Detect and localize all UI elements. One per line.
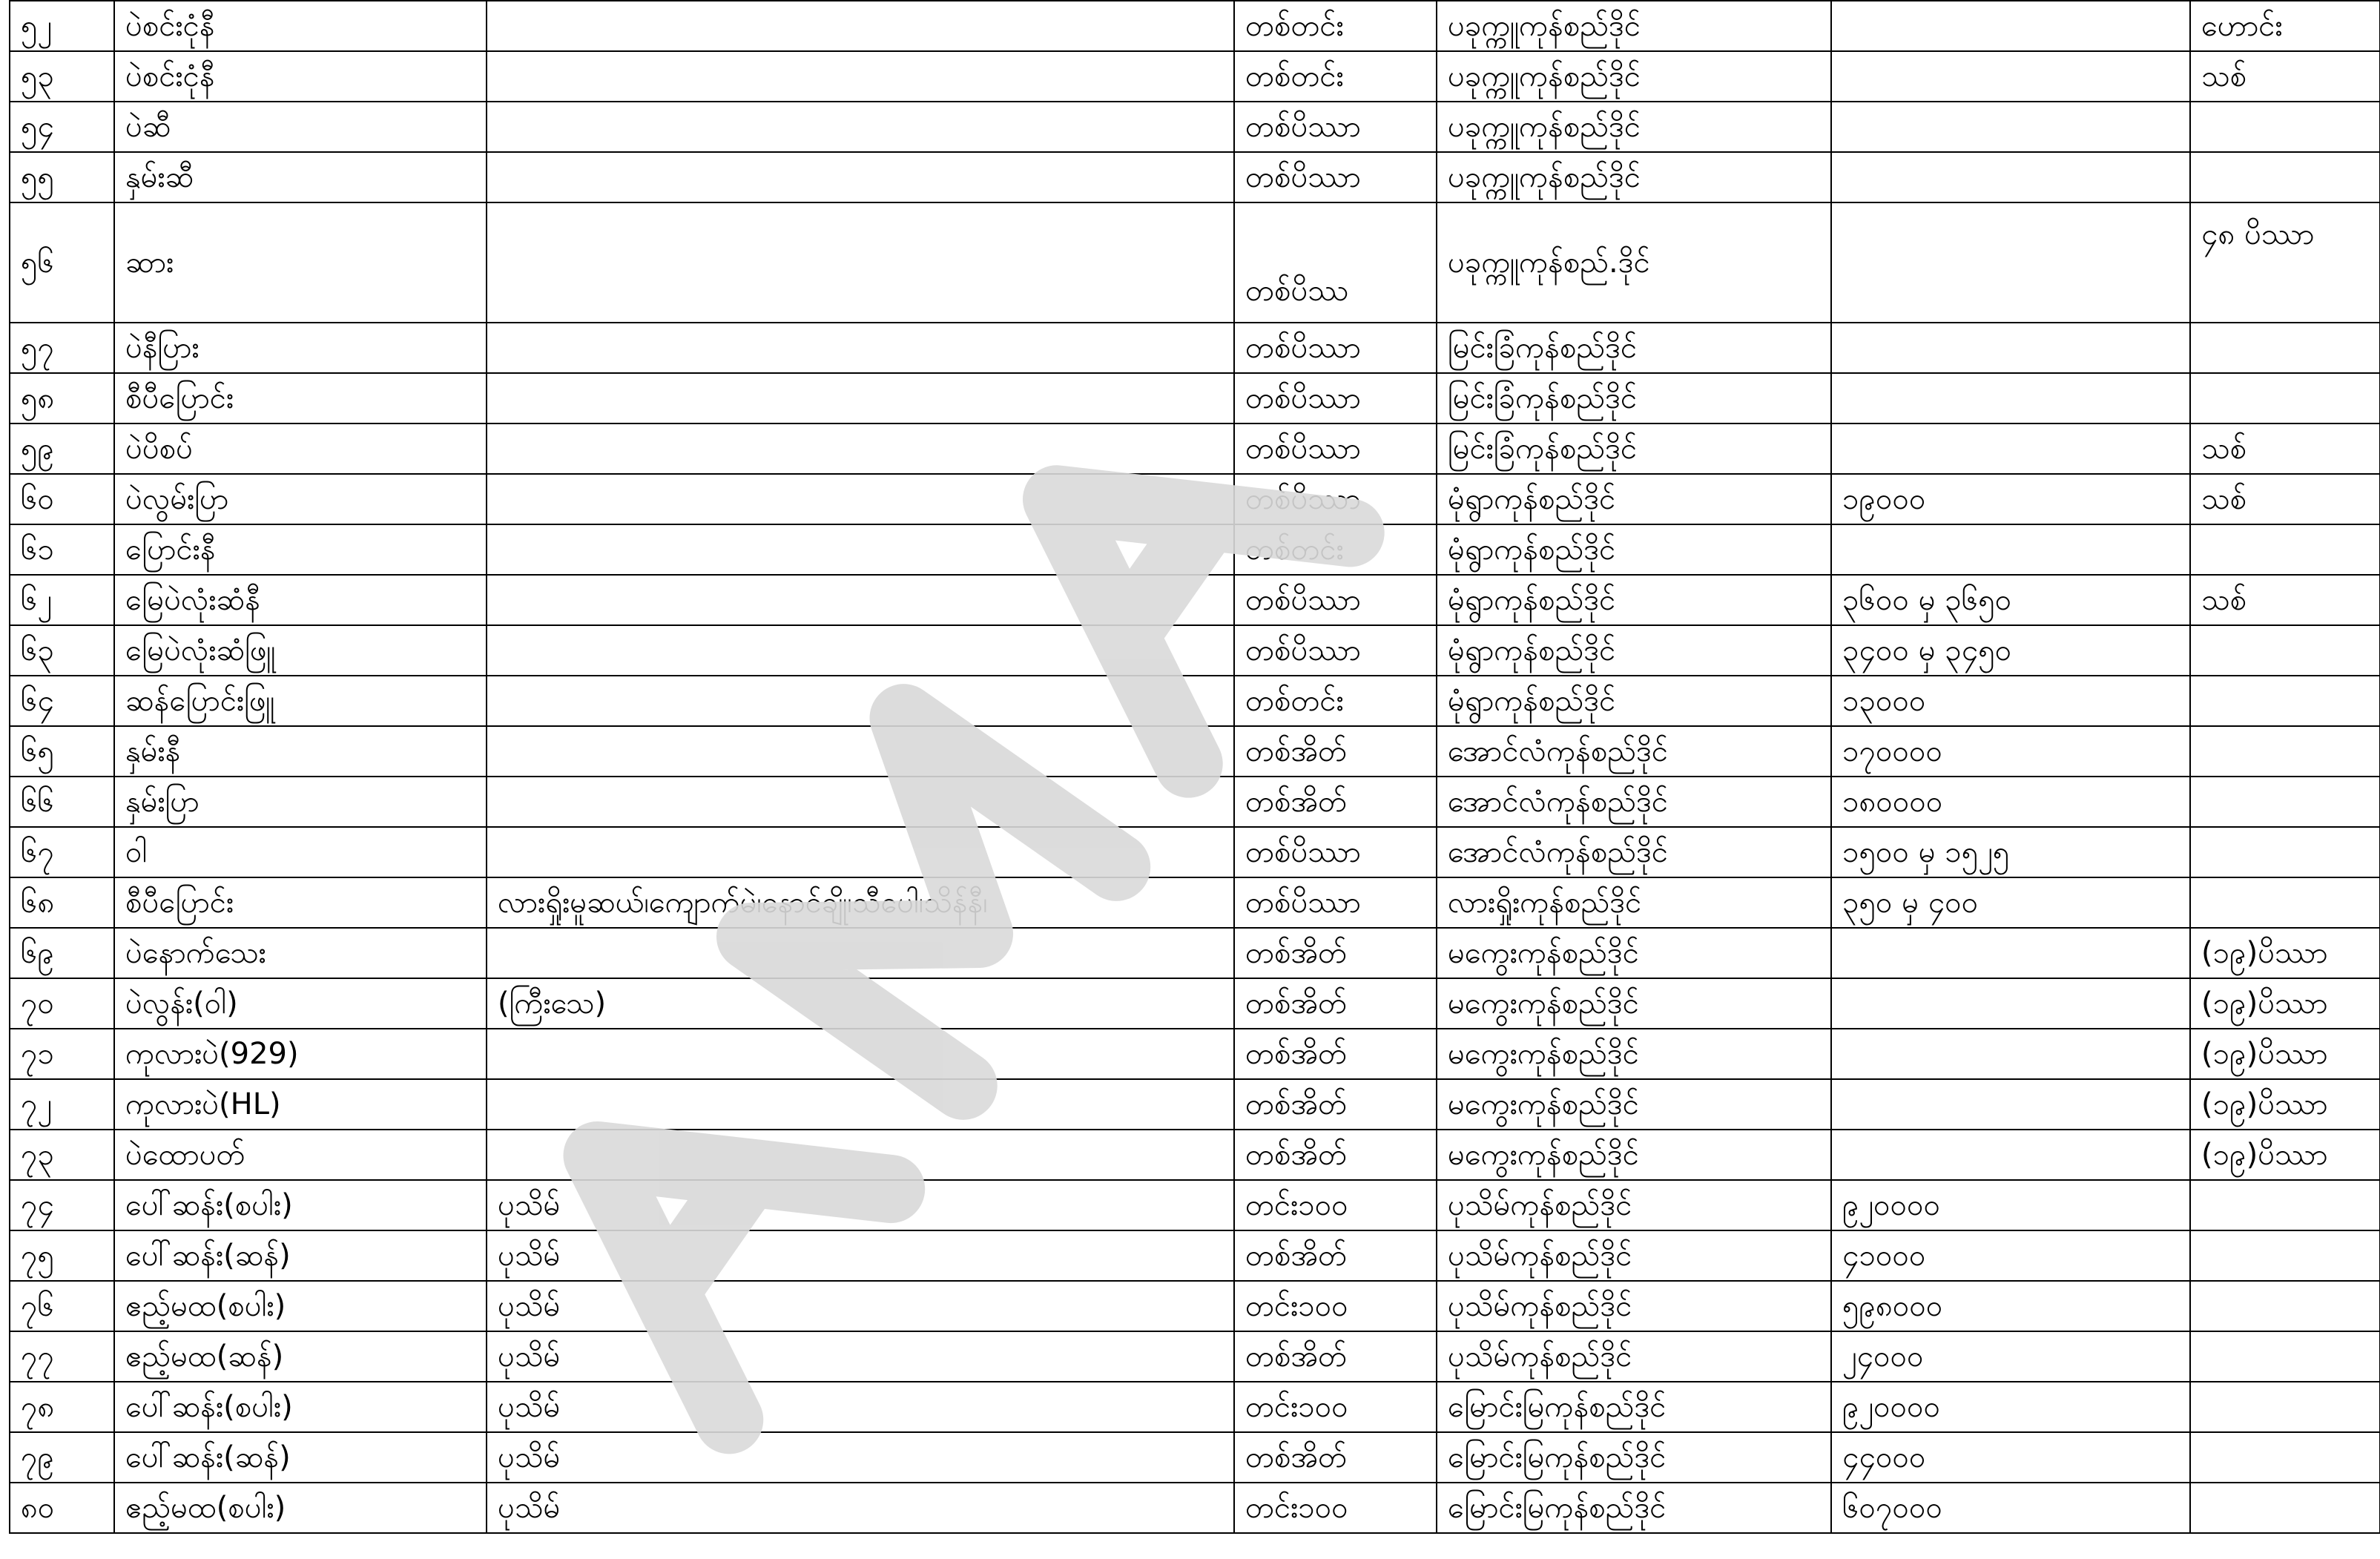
cell-market: မုံရွာကုန်စည်ဒိုင် xyxy=(1437,625,1831,676)
cell-price xyxy=(1831,1130,2190,1180)
cell-unit: တင်း၁၀၀ xyxy=(1234,1483,1437,1533)
cell-note xyxy=(2190,676,2380,726)
cell-market: ပခုက္ကူကုန်စည်ဒိုင် xyxy=(1437,152,1831,202)
cell-price xyxy=(1831,1,2190,51)
table-row xyxy=(10,1432,2380,1483)
cell-note xyxy=(2190,726,2380,777)
cell-note xyxy=(2190,1180,2380,1230)
cell-unit: တစ်ပိဿာ xyxy=(1234,625,1437,676)
cell-item: ပဲပိစပ် xyxy=(114,423,487,474)
cell-desc: ပုသိမ် xyxy=(487,1331,1234,1382)
cell-item: နှမ်းနီ xyxy=(114,726,487,777)
cell-no: ၆၃ xyxy=(10,625,114,676)
cell-unit: တစ်အိတ် xyxy=(1234,1432,1437,1483)
cell-no: ၆၈ xyxy=(10,877,114,928)
cell-note: သစ် xyxy=(2190,423,2380,474)
table-row xyxy=(10,978,2380,1029)
cell-market: အောင်လံကုန်စည်ဒိုင် xyxy=(1437,827,1831,877)
cell-price: ၄၁၀၀၀ xyxy=(1831,1230,2190,1281)
cell-no: ၅၄ xyxy=(10,102,114,152)
cell-note xyxy=(2190,1331,2380,1382)
cell-market: မကွေးကုန်စည်ဒိုင် xyxy=(1437,1029,1831,1079)
cell-item: နှမ်းဆီ xyxy=(114,152,487,202)
cell-item: ပဲလွမ်းပြာ xyxy=(114,474,487,524)
cell-price: ၁၅၀၀ မှ ၁၅၂၅ xyxy=(1831,827,2190,877)
cell-unit: တစ်ပိဿာ xyxy=(1234,575,1437,625)
cell-note: သစ် xyxy=(2190,51,2380,102)
cell-note xyxy=(2190,1483,2380,1533)
cell-unit: တစ်တင်း xyxy=(1234,1,1437,51)
cell-desc: လားရှိုးမူဆယ်၊ကျောက်မဲ၊နောင်ချို၊သီပေါ၊သိန်နီ၊ xyxy=(487,877,1234,928)
cell-price: ၁၇၀၀၀၀ xyxy=(1831,726,2190,777)
cell-desc xyxy=(487,152,1234,202)
table-row xyxy=(10,1331,2380,1382)
cell-price: ၁၈၀၀၀၀ xyxy=(1831,777,2190,827)
cell-item: ပြောင်းနီ xyxy=(114,524,487,575)
table-row xyxy=(10,373,2380,423)
cell-desc: ပုသိမ် xyxy=(487,1230,1234,1281)
table-row xyxy=(10,1230,2380,1281)
cell-item: ပဲဆီ xyxy=(114,102,487,152)
cell-desc xyxy=(487,777,1234,827)
cell-note xyxy=(2190,1432,2380,1483)
cell-market: မြောင်းမြကုန်စည်ဒိုင် xyxy=(1437,1483,1831,1533)
cell-market: ပခုက္ကူကုန်စည်.ဒိုင် xyxy=(1437,202,1831,323)
table-row xyxy=(10,1130,2380,1180)
cell-price xyxy=(1831,152,2190,202)
cell-market: မုံရွာကုန်စည်ဒိုင် xyxy=(1437,575,1831,625)
cell-price xyxy=(1831,1079,2190,1130)
cell-unit: တင်း၁၀၀ xyxy=(1234,1281,1437,1331)
cell-no: ၇၄ xyxy=(10,1180,114,1230)
cell-desc: ပုသိမ် xyxy=(487,1483,1234,1533)
cell-price: ၃၆၀၀ မှ ၃၆၅၀ xyxy=(1831,575,2190,625)
table-row xyxy=(10,1029,2380,1079)
cell-price: ၂၄၀၀၀ xyxy=(1831,1331,2190,1382)
cell-market: ပုသိမ်ကုန်စည်ဒိုင် xyxy=(1437,1180,1831,1230)
table-row xyxy=(10,1180,2380,1230)
cell-unit: တစ်အိတ် xyxy=(1234,726,1437,777)
cell-note: (၁၉)ပိဿာ xyxy=(2190,928,2380,978)
cell-note xyxy=(2190,152,2380,202)
cell-note xyxy=(2190,1281,2380,1331)
cell-desc: ပုသိမ် xyxy=(487,1432,1234,1483)
cell-market: ပုသိမ်ကုန်စည်ဒိုင် xyxy=(1437,1230,1831,1281)
cell-unit: တစ်အိတ် xyxy=(1234,1130,1437,1180)
cell-price xyxy=(1831,928,2190,978)
cell-price: ၄၄၀၀၀ xyxy=(1831,1432,2190,1483)
cell-item: ကုလားပဲ(929) xyxy=(114,1029,487,1079)
cell-no: ၅၆ xyxy=(10,202,114,323)
cell-desc xyxy=(487,524,1234,575)
cell-desc xyxy=(487,102,1234,152)
cell-no: ၇၇ xyxy=(10,1331,114,1382)
cell-no: ၅၅ xyxy=(10,152,114,202)
cell-no: ၅၇ xyxy=(10,323,114,373)
price-table xyxy=(9,0,2380,1534)
table-row xyxy=(10,827,2380,877)
cell-item: ပဲစင်းငုံနီ xyxy=(114,51,487,102)
cell-no: ၇၉ xyxy=(10,1432,114,1483)
cell-note xyxy=(2190,102,2380,152)
cell-price: ၉၂၀၀၀၀ xyxy=(1831,1180,2190,1230)
cell-price: ၁၃၀၀၀ xyxy=(1831,676,2190,726)
table-row xyxy=(10,51,2380,102)
cell-market: မုံရွာကုန်စည်ဒိုင် xyxy=(1437,676,1831,726)
cell-unit: တစ်အိတ် xyxy=(1234,777,1437,827)
cell-no: ၇၅ xyxy=(10,1230,114,1281)
cell-note: (၁၉)ပိဿာ xyxy=(2190,978,2380,1029)
cell-unit: တစ်အိတ် xyxy=(1234,1029,1437,1079)
cell-no: ၇၁ xyxy=(10,1029,114,1079)
cell-item: ဆန်ပြောင်းဖြူ xyxy=(114,676,487,726)
cell-desc xyxy=(487,1079,1234,1130)
table-row xyxy=(10,1382,2380,1432)
cell-item: ပဲနောက်သေး xyxy=(114,928,487,978)
cell-desc: ပုသိမ် xyxy=(487,1180,1234,1230)
cell-item: ပေါ်ဆန်း(စပါး) xyxy=(114,1180,487,1230)
cell-item: ပေါ်ဆန်း(ဆန်) xyxy=(114,1230,487,1281)
cell-item: ပဲထောပတ် xyxy=(114,1130,487,1180)
cell-price xyxy=(1831,323,2190,373)
cell-unit: တစ်ပိဿာ xyxy=(1234,152,1437,202)
cell-no: ၇၆ xyxy=(10,1281,114,1331)
cell-desc xyxy=(487,202,1234,323)
cell-unit: တစ်ပိဿာ xyxy=(1234,373,1437,423)
table-row xyxy=(10,575,2380,625)
cell-note xyxy=(2190,625,2380,676)
cell-price xyxy=(1831,202,2190,323)
cell-desc xyxy=(487,51,1234,102)
cell-unit: တင်း၁၀၀ xyxy=(1234,1382,1437,1432)
table-body xyxy=(10,1,2380,1533)
cell-unit: တစ်အိတ် xyxy=(1234,978,1437,1029)
cell-market: လားရှိုးကုန်စည်ဒိုင် xyxy=(1437,877,1831,928)
cell-unit: တင်း၁၀၀ xyxy=(1234,1180,1437,1230)
cell-unit: တစ်ပိဿာ xyxy=(1234,102,1437,152)
cell-price xyxy=(1831,423,2190,474)
cell-item: ဧည့်မထ(စပါး) xyxy=(114,1281,487,1331)
cell-item: ပေါ်ဆန်း(စပါး) xyxy=(114,1382,487,1432)
cell-no: ၆၆ xyxy=(10,777,114,827)
table-row xyxy=(10,1,2380,51)
cell-item: ဆား xyxy=(114,202,487,323)
cell-market: ပုသိမ်ကုန်စည်ဒိုင် xyxy=(1437,1331,1831,1382)
cell-desc xyxy=(487,474,1234,524)
cell-no: ၅၂ xyxy=(10,1,114,51)
cell-market: မြင်းခြံကုန်စည်ဒိုင် xyxy=(1437,373,1831,423)
cell-item: မြေပဲလုံးဆံဖြူ xyxy=(114,625,487,676)
cell-note xyxy=(2190,524,2380,575)
cell-note xyxy=(2190,1382,2380,1432)
cell-note: ဟောင်း xyxy=(2190,1,2380,51)
cell-note xyxy=(2190,777,2380,827)
cell-item: ကုလားပဲ(HL) xyxy=(114,1079,487,1130)
cell-no: ၅၃ xyxy=(10,51,114,102)
cell-desc xyxy=(487,1029,1234,1079)
cell-unit: တစ်တင်း xyxy=(1234,524,1437,575)
cell-note: ၄၈ ပိဿာ xyxy=(2190,202,2380,323)
cell-no: ၅၈ xyxy=(10,373,114,423)
cell-market: မုံရွာကုန်စည်ဒိုင် xyxy=(1437,524,1831,575)
cell-no: ၆၁ xyxy=(10,524,114,575)
cell-unit: တစ်အိတ် xyxy=(1234,928,1437,978)
cell-price xyxy=(1831,978,2190,1029)
table-row xyxy=(10,625,2380,676)
cell-price: ၃၅၀ မှ ၄၀၀ xyxy=(1831,877,2190,928)
cell-no: ၇၈ xyxy=(10,1382,114,1432)
table-row xyxy=(10,676,2380,726)
cell-desc xyxy=(487,625,1234,676)
cell-desc xyxy=(487,726,1234,777)
cell-item: ပဲစင်းငုံနီ xyxy=(114,1,487,51)
cell-unit: တစ်ပိဿာ xyxy=(1234,827,1437,877)
cell-market: မြောင်းမြကုန်စည်ဒိုင် xyxy=(1437,1382,1831,1432)
cell-market: အောင်လံကုန်စည်ဒိုင် xyxy=(1437,777,1831,827)
cell-unit: တစ်အိတ် xyxy=(1234,1079,1437,1130)
cell-note: (၁၉)ပိဿာ xyxy=(2190,1079,2380,1130)
cell-no: ၆၅ xyxy=(10,726,114,777)
cell-desc xyxy=(487,827,1234,877)
cell-no: ၆၄ xyxy=(10,676,114,726)
cell-price: ၆၀၇၀၀၀ xyxy=(1831,1483,2190,1533)
cell-item: ဧည့်မထ(စပါး) xyxy=(114,1483,487,1533)
cell-price: ၁၉၀၀၀ xyxy=(1831,474,2190,524)
table-row xyxy=(10,323,2380,373)
cell-price xyxy=(1831,102,2190,152)
cell-desc: (ကြီးသေ) xyxy=(487,978,1234,1029)
cell-desc xyxy=(487,373,1234,423)
table-row xyxy=(10,1483,2380,1533)
cell-desc xyxy=(487,928,1234,978)
cell-market: မကွေးကုန်စည်ဒိုင် xyxy=(1437,928,1831,978)
cell-item: ပဲလွန်း(ဝါ) xyxy=(114,978,487,1029)
cell-desc: ပုသိမ် xyxy=(487,1281,1234,1331)
table-row xyxy=(10,474,2380,524)
cell-no: ၇၀ xyxy=(10,978,114,1029)
table-row xyxy=(10,152,2380,202)
cell-item: ဝါ xyxy=(114,827,487,877)
cell-item: ပေါ်ဆန်း(ဆန်) xyxy=(114,1432,487,1483)
cell-note: သစ် xyxy=(2190,474,2380,524)
cell-price xyxy=(1831,1029,2190,1079)
cell-market: ပုသိမ်ကုန်စည်ဒိုင် xyxy=(1437,1281,1831,1331)
cell-note xyxy=(2190,827,2380,877)
cell-market: အောင်လံကုန်စည်ဒိုင် xyxy=(1437,726,1831,777)
table-row xyxy=(10,102,2380,152)
cell-item: မြေပဲလုံးဆံနီ xyxy=(114,575,487,625)
cell-no: ၈၀ xyxy=(10,1483,114,1533)
table-row xyxy=(10,928,2380,978)
cell-no: ၆၇ xyxy=(10,827,114,877)
cell-market: ပခုက္ကူကုန်စည်ဒိုင် xyxy=(1437,102,1831,152)
cell-unit: တစ်ပိဿာ xyxy=(1234,423,1437,474)
cell-unit: တစ်အိတ် xyxy=(1234,1331,1437,1382)
cell-market: မြင်းခြံကုန်စည်ဒိုင် xyxy=(1437,323,1831,373)
cell-note xyxy=(2190,1230,2380,1281)
cell-note: (၁၉)ပိဿာ xyxy=(2190,1130,2380,1180)
cell-market: မကွေးကုန်စည်ဒိုင် xyxy=(1437,978,1831,1029)
table-row xyxy=(10,777,2380,827)
cell-price xyxy=(1831,373,2190,423)
cell-desc xyxy=(487,676,1234,726)
cell-market: မြင်းခြံကုန်စည်ဒိုင် xyxy=(1437,423,1831,474)
cell-item: ပဲနီပြား xyxy=(114,323,487,373)
cell-market: မုံရွာကုန်စည်ဒိုင် xyxy=(1437,474,1831,524)
cell-no: ၇၃ xyxy=(10,1130,114,1180)
table-row xyxy=(10,423,2380,474)
cell-no: ၇၂ xyxy=(10,1079,114,1130)
cell-note xyxy=(2190,877,2380,928)
cell-desc xyxy=(487,1130,1234,1180)
cell-price xyxy=(1831,524,2190,575)
cell-desc xyxy=(487,323,1234,373)
table-row xyxy=(10,202,2380,323)
cell-unit: တစ်တင်း xyxy=(1234,51,1437,102)
cell-item: နှမ်းပြာ xyxy=(114,777,487,827)
cell-market: မကွေးကုန်စည်ဒိုင် xyxy=(1437,1079,1831,1130)
table-row xyxy=(10,524,2380,575)
cell-price: ၉၂၀၀၀၀ xyxy=(1831,1382,2190,1432)
cell-unit: တစ်ပိဿာ xyxy=(1234,877,1437,928)
cell-price: ၃၄၀၀ မှ ၃၄၅၀ xyxy=(1831,625,2190,676)
cell-market: မကွေးကုန်စည်ဒိုင် xyxy=(1437,1130,1831,1180)
table-row xyxy=(10,877,2380,928)
cell-no: ၅၉ xyxy=(10,423,114,474)
cell-note xyxy=(2190,373,2380,423)
table-row xyxy=(10,1281,2380,1331)
cell-no: ၆၂ xyxy=(10,575,114,625)
cell-desc: ပုသိမ် xyxy=(487,1382,1234,1432)
cell-unit: တစ်ပိဿ xyxy=(1234,202,1437,323)
cell-item: စီပီပြောင်း xyxy=(114,373,487,423)
cell-market: မြောင်းမြကုန်စည်ဒိုင် xyxy=(1437,1432,1831,1483)
table-row xyxy=(10,1079,2380,1130)
cell-desc xyxy=(487,1,1234,51)
cell-item: စီပီပြောင်း xyxy=(114,877,487,928)
cell-note: (၁၉)ပိဿာ xyxy=(2190,1029,2380,1079)
cell-market: ပခုက္ကူကုန်စည်ဒိုင် xyxy=(1437,51,1831,102)
cell-desc xyxy=(487,423,1234,474)
cell-price xyxy=(1831,51,2190,102)
cell-unit: တစ်ပိဿာ xyxy=(1234,474,1437,524)
cell-unit: တစ်အိတ် xyxy=(1234,1230,1437,1281)
table-row xyxy=(10,726,2380,777)
cell-price: ၅၉၈၀၀၀ xyxy=(1831,1281,2190,1331)
cell-no: ၆၀ xyxy=(10,474,114,524)
cell-unit: တစ်ပိဿာ xyxy=(1234,323,1437,373)
cell-note xyxy=(2190,323,2380,373)
cell-item: ဧည့်မထ(ဆန်) xyxy=(114,1331,487,1382)
cell-desc xyxy=(487,575,1234,625)
cell-market: ပခုက္ကူကုန်စည်ဒိုင် xyxy=(1437,1,1831,51)
cell-note: သစ် xyxy=(2190,575,2380,625)
cell-no: ၆၉ xyxy=(10,928,114,978)
cell-unit: တစ်တင်း xyxy=(1234,676,1437,726)
